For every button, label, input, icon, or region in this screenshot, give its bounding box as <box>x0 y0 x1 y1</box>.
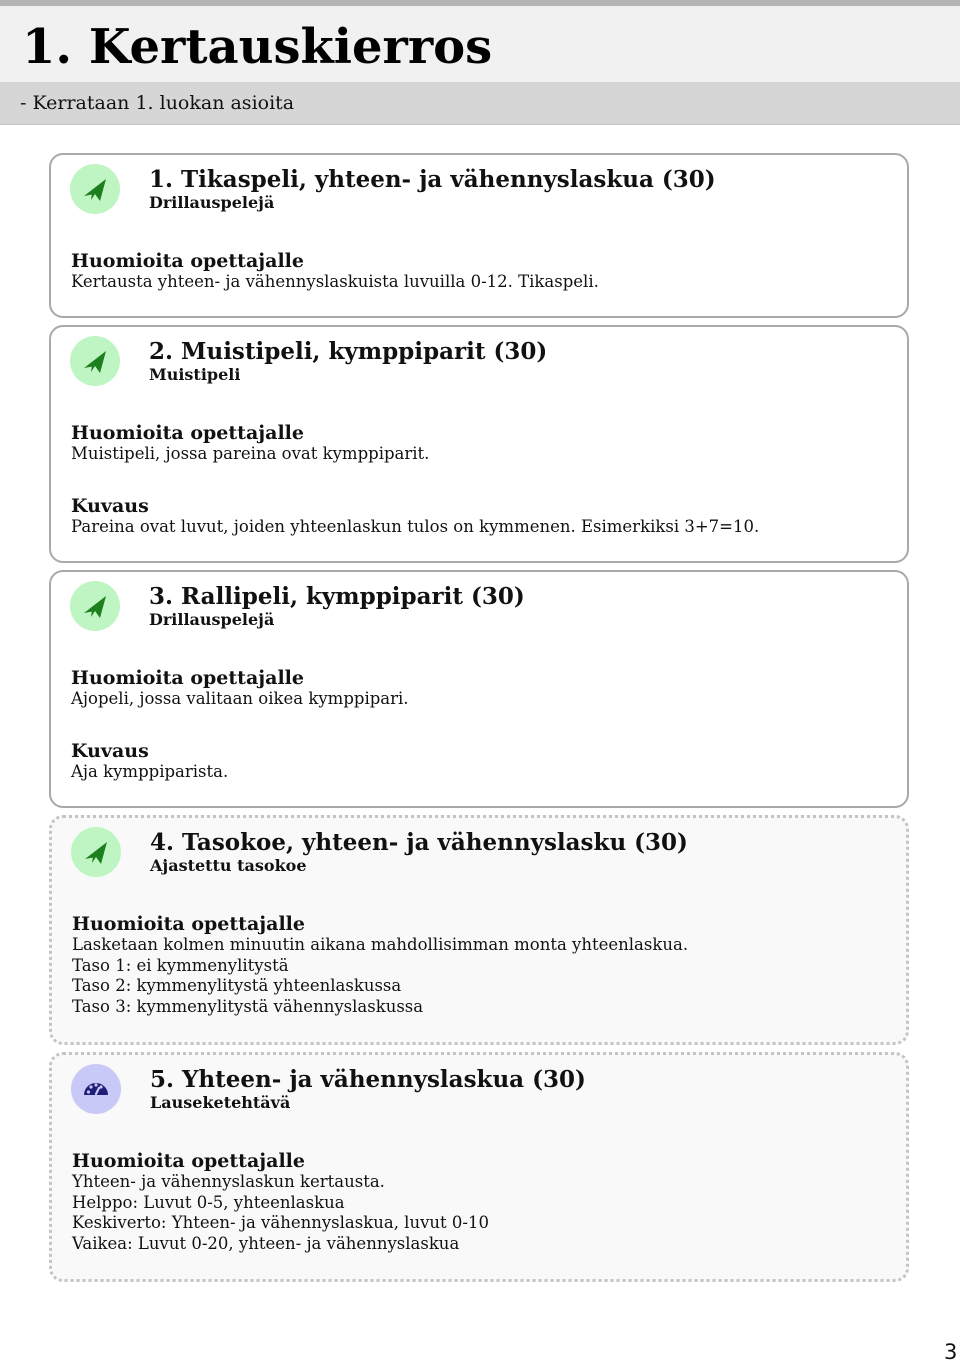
card-title[interactable]: 1. Tikaspeli, yhteen- ja vähennyslaskua (30) <box>149 166 716 193</box>
card-title[interactable]: 4. Tasokoe, yhteen- ja vähennyslasku (30) <box>150 829 688 856</box>
notes-line: Taso 3: kymmenylitystä vähennyslaskussa <box>72 997 424 1017</box>
notes-line: Lasketaan kolmen minuutin aikana mahdollisimman monta yhteenlaskua. <box>72 935 689 954</box>
paper-plane-icon <box>70 581 120 631</box>
card-title[interactable]: 2. Muistipeli, kymppiparit (30) <box>149 338 548 365</box>
card-type: Ajastettu tasokoe <box>150 856 307 875</box>
notes-text <box>71 689 409 710</box>
activity-card-1[interactable] <box>49 153 909 318</box>
notes-text <box>71 444 429 465</box>
paper-plane-icon <box>71 827 121 877</box>
notes-heading: Huomioita opettajalle <box>71 422 304 444</box>
notes-line: Keskiverto: Yhteen- ja vähennyslaskua, luvut 0-10 <box>72 1213 489 1233</box>
page-number: 3 <box>944 1340 958 1364</box>
activity-card-5[interactable] <box>49 1052 909 1282</box>
notes-text <box>72 1172 489 1255</box>
notes-line: Helppo: Luvut 0-5, yhteenlaskua <box>72 1192 345 1212</box>
notes-heading: Huomioita opettajalle <box>72 913 305 935</box>
description-heading: Kuvaus <box>71 495 149 517</box>
notes-heading: Huomioita opettajalle <box>71 250 304 272</box>
description-heading: Kuvaus <box>71 740 149 762</box>
speedometer-icon <box>71 1064 121 1114</box>
notes-line: Taso 1: ei kymmenylitystä <box>72 955 289 975</box>
activity-card-4[interactable] <box>49 815 909 1045</box>
notes-heading: Huomioita opettajalle <box>72 1150 305 1172</box>
notes-line: Yhteen- ja vähennyslaskun kertausta. <box>72 1172 385 1191</box>
notes-line: Kertausta yhteen- ja vähennyslaskuista luvuilla 0-12. Tikaspeli. <box>71 272 599 291</box>
paper-plane-icon <box>70 336 120 386</box>
card-type: Drillauspelejä <box>149 193 275 212</box>
notes-text <box>71 272 599 293</box>
title-bar <box>0 6 960 82</box>
description-text: Aja kymppiparista. <box>71 762 229 781</box>
card-title[interactable]: 5. Yhteen- ja vähennyslaskua (30) <box>150 1066 586 1093</box>
card-type: Lauseketehtävä <box>150 1093 291 1112</box>
activity-card-2[interactable] <box>49 325 909 563</box>
notes-text <box>72 935 688 1018</box>
page-title: 1. Kertauskierros <box>22 19 493 75</box>
notes-line: Ajopeli, jossa valitaan oikea kymppipari. <box>71 689 409 708</box>
page-subtitle: - Kerrataan 1. luokan asioita <box>20 92 295 114</box>
description-text: Pareina ovat luvut, joiden yhteenlaskun tulos on kymmenen. Esimerkiksi 3+7=10. <box>71 517 760 536</box>
card-type: Drillauspelejä <box>149 610 275 629</box>
notes-line: Taso 2: kymmenylitystä yhteenlaskussa <box>72 976 402 996</box>
card-title[interactable]: 3. Rallipeli, kymppiparit (30) <box>149 583 525 610</box>
activity-card-3[interactable] <box>49 570 909 808</box>
notes-line: Muistipeli, jossa pareina ovat kymppiparit. <box>71 444 430 463</box>
subtitle-bar <box>0 82 960 125</box>
paper-plane-icon <box>70 164 120 214</box>
card-type: Muistipeli <box>149 365 241 384</box>
notes-heading: Huomioita opettajalle <box>71 667 304 689</box>
notes-line: Vaikea: Luvut 0-20, yhteen- ja vähennyslaskua <box>72 1234 460 1254</box>
